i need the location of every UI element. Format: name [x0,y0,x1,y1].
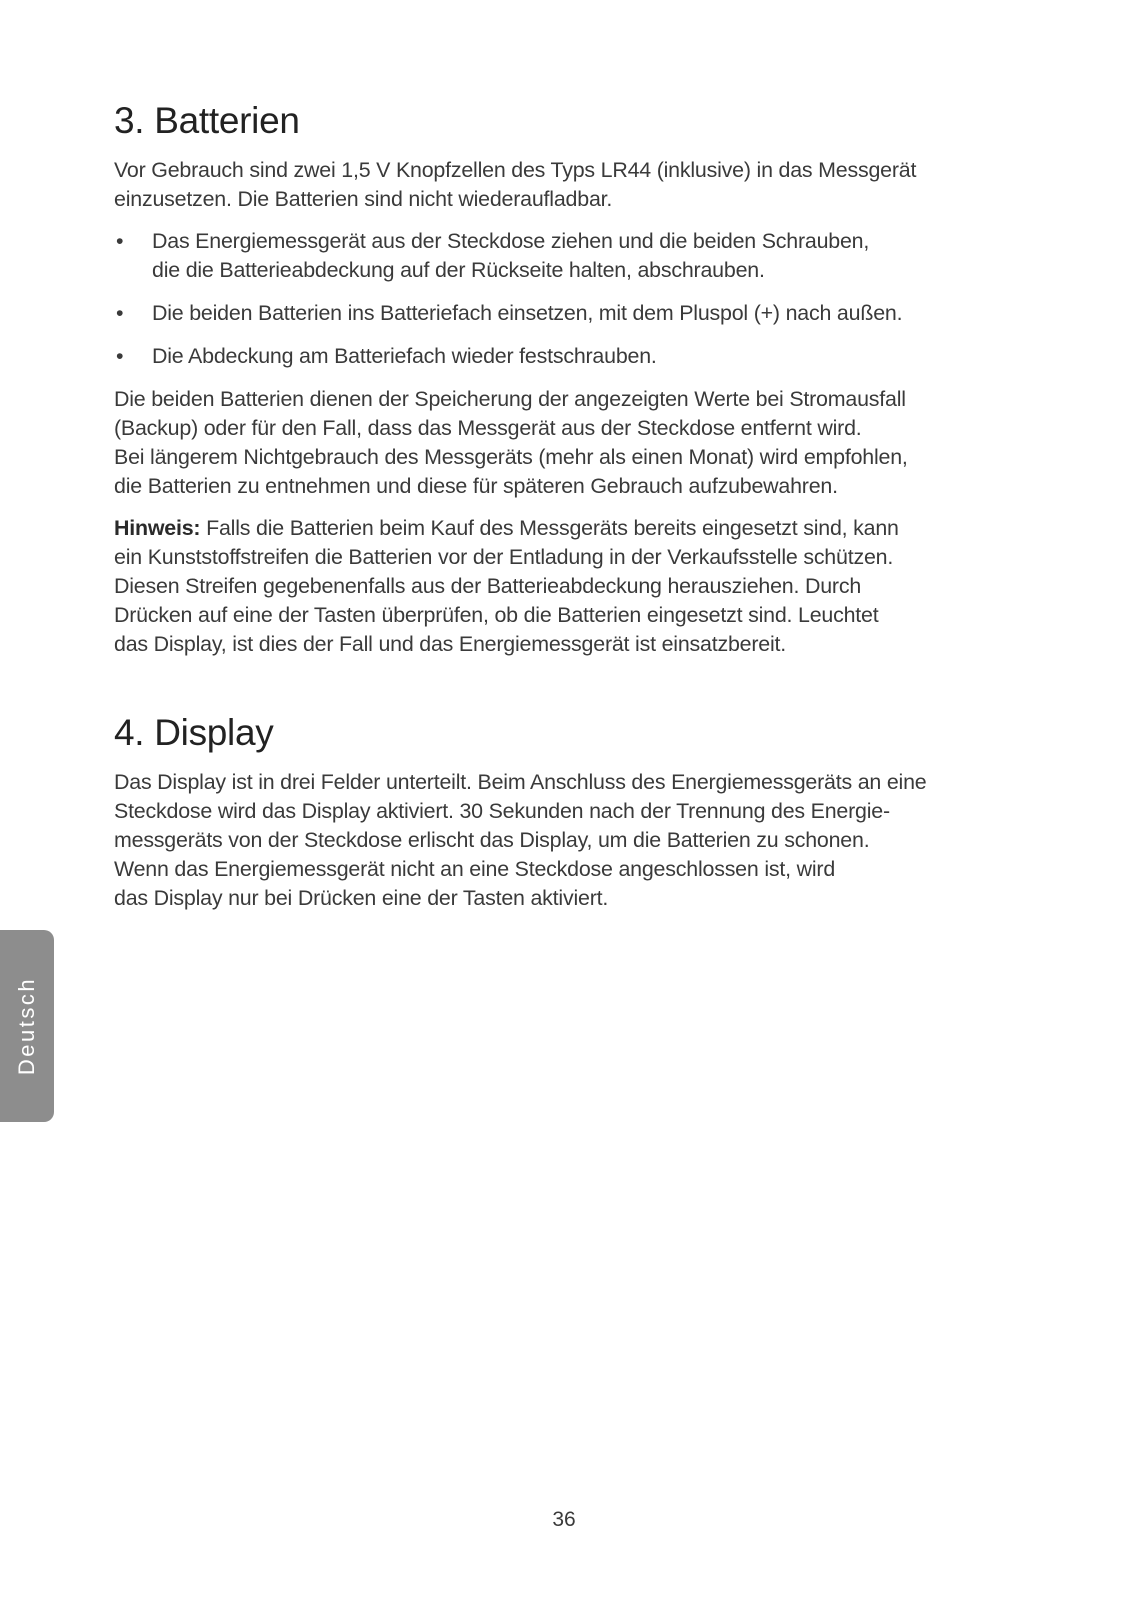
section-spacer [114,672,1014,712]
text-line: ein Kunststoffstreifen die Batterien vor der Entladung in der Verkaufsstelle schützen. [114,545,894,569]
note-paragraph [114,514,1014,659]
text-line: Die beiden Batterien ins Batteriefach einsetzen, mit dem Pluspol (+) nach außen. [152,301,903,325]
text-line: Das Display ist in drei Felder unterteilt. Beim Anschluss des Energiemessgeräts an eine [114,770,927,794]
note-label: Hinweis: [114,516,201,540]
bullet-icon: • [116,301,124,325]
text-line: Wenn das Energiemessgerät nicht an eine Steckdose angeschlossen ist, wird [114,857,836,881]
page-number: 36 [552,1508,576,1531]
list-item [114,342,1014,371]
text-line: einzusetzen. Die Batterien sind nicht wiederaufladbar. [114,187,613,211]
text-line: Das Energiemessgerät aus der Steckdose ziehen und die beiden Schrauben, [152,229,870,253]
text-line: Drücken auf eine der Tasten überprüfen, ob die Batterien eingesetzt sind. Leuchtet [114,603,879,627]
battery-steps-list [114,227,1014,371]
bullet-icon: • [116,344,124,368]
display-paragraph [114,768,1014,913]
text-line: Diesen Streifen gegebenenfalls aus der Batterieabdeckung herausziehen. Durch [114,574,862,598]
text-line: Die beiden Batterien dienen der Speicherung der angezeigten Werte bei Stromausfall [114,387,906,411]
text-line: die die Batterieabdeckung auf der Rückseite halten, abschrauben. [152,258,765,282]
text-line: Vor Gebrauch sind zwei 1,5 V Knopfzellen des Typs LR44 (inklusive) in das Messgerät [114,158,917,182]
language-tab-label: Deutsch [14,976,39,1076]
text-line: Die Abdeckung am Batteriefach wieder festschrauben. [152,344,657,368]
text-line: das Display, ist dies der Fall und das Energiemessgerät ist einsatzbereit. [114,632,787,656]
note-text: Falls die Batterien beim Kauf des Messgeräts bereits eingesetzt sind, kann [200,516,899,540]
text-line: (Backup) oder für den Fall, dass das Messgerät aus der Steckdose entfernt wird. [114,416,862,440]
language-side-tab [0,930,54,1122]
section-heading-batterien: 3. Batterien [114,100,300,141]
text-line: Steckdose wird das Display aktiviert. 30 Sekunden nach der Trennung des Energie- [114,799,890,823]
text-line: Bei längerem Nichtgebrauch des Messgeräts (mehr als einen Monat) wird empfohlen, [114,445,908,469]
text-line: die Batterien zu entnehmen und diese für späteren Gebrauch aufzubewahren. [114,474,838,498]
section-heading-display: 4. Display [114,712,274,753]
text-line: messgeräts von der Steckdose erlischt das Display, um die Batterien zu schonen. [114,828,870,852]
page-content [114,100,1014,926]
battery-backup-paragraph [114,385,1014,501]
text-line: das Display nur bei Drücken eine der Tasten aktiviert. [114,886,609,910]
list-item [114,227,1014,285]
list-item [114,299,1014,328]
batteries-intro-paragraph [114,156,1014,214]
bullet-icon: • [116,229,124,253]
text-line [114,514,1014,543]
